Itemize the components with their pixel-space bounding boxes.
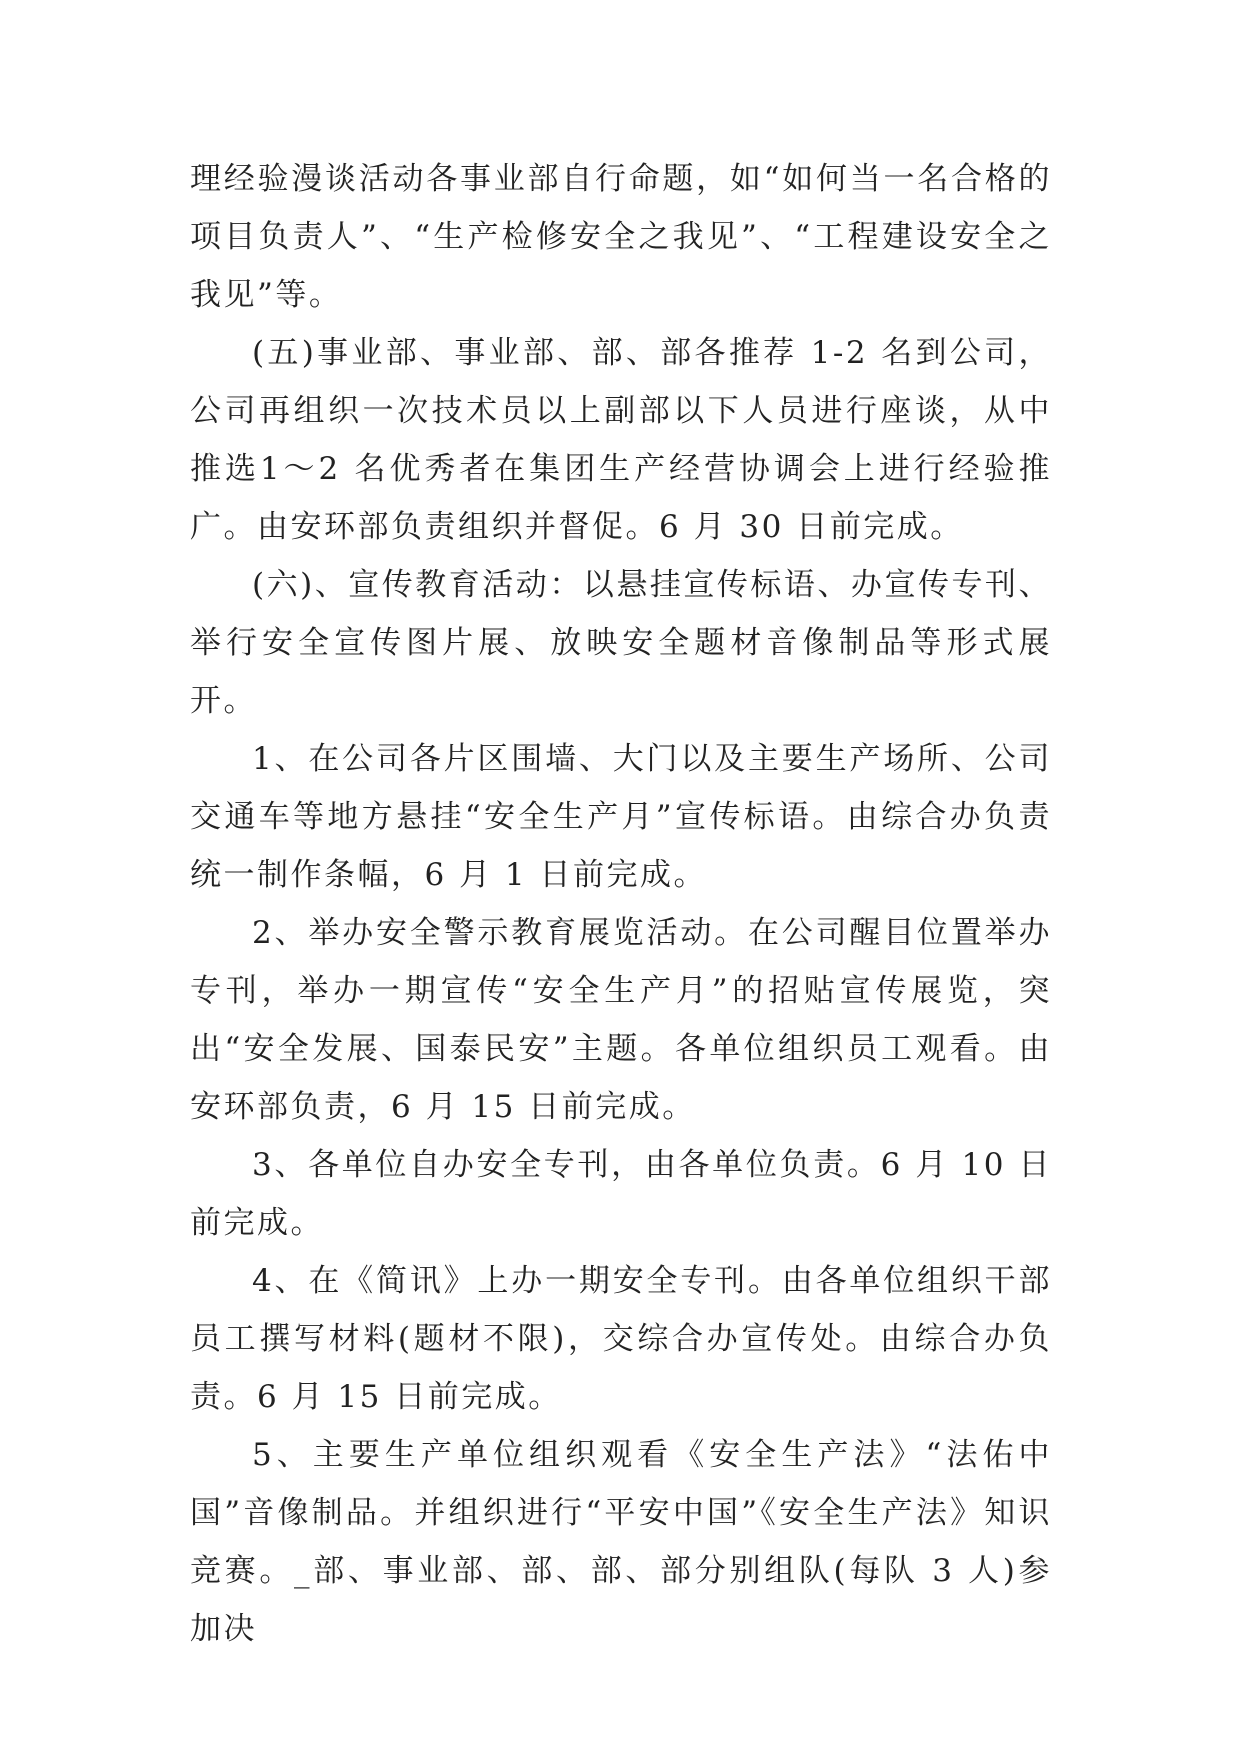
paragraph-2: (五)事业部、事业部、部、部各推荐 1-2 名到公司，公司再组织一次技术员以上副部以下人员进行座谈，从中推选1～2 名优秀者在集团生产经营协调会上进行经验推广。由安环部负责组织并督促。6 月 30 日前完成。 <box>190 335 1052 545</box>
paragraph-7: 4、在《简讯》上办一期安全专刊。由各单位组织干部员工撰写材料(题材不限)，交综合办宣传处。由综合办负责。6 月 15 日前完成。 <box>190 1263 1052 1415</box>
paragraph-6: 3、各单位自办安全专刊，由各单位负责。6 月 10 日前完成。 <box>190 1147 1052 1241</box>
paragraph-5: 2、举办安全警示教育展览活动。在公司醒目位置举办专刊，举办一期宣传“安全生产月”的招贴宣传展览，突出“安全发展、国泰民安”主题。各单位组织员工观看。由安环部负责，6 月 15 日前完成。 <box>190 915 1052 1125</box>
paragraph-4: 1、在公司各片区围墙、大门以及主要生产场所、公司交通车等地方悬挂“安全生产月”宣传标语。由综合办负责统一制作条幅，6 月 1 日前完成。 <box>190 741 1052 893</box>
paragraph-1: 理经验漫谈活动各事业部自行命题，如“如何当一名合格的项目负责人”、“生产检修安全之我见”、“工程建设安全之我见”等。 <box>190 161 1052 313</box>
paragraph-3: (六)、宣传教育活动：以悬挂宣传标语、办宣传专刊、举行安全宣传图片展、放映安全题材音像制品等形式展开。 <box>190 567 1052 719</box>
document-body <box>190 150 1052 1658</box>
paragraph-8: 5、主要生产单位组织观看《安全生产法》“法佑中国”音像制品。并组织进行“平安中国”《安全生产法》知识竞赛。_部、事业部、部、部、部分别组队(每队 3 人)参加决 <box>190 1437 1052 1647</box>
